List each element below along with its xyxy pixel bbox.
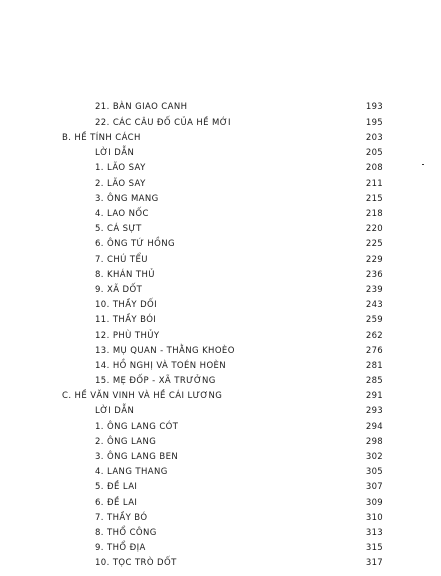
toc-entry-title: 3. ÔNG MANG [95,194,159,204]
toc-entry [0,192,383,206]
toc-entry-page: 218 [365,209,383,219]
toc-entry-page: 302 [365,452,383,462]
toc-entry-title: 4. LAO NỐC [95,209,149,219]
toc-entry-page: 293 [365,406,383,416]
toc-section-heading [0,131,383,145]
toc-entry-title: 3. ÔNG LANG BEN [95,452,179,462]
toc-entry-page: 291 [365,391,383,401]
toc-entry-title: 2. LÃO SAY [95,179,146,189]
toc-entry-title: 6. ÔNG TỨ HỒNG [95,239,175,249]
toc-entry [0,116,383,130]
toc-entry [0,374,383,388]
toc-entry-page: 243 [365,300,383,310]
toc-entry [0,404,383,418]
toc-entry [0,450,383,464]
toc-entry-page: 205 [365,148,383,158]
toc-entry [0,237,383,251]
toc-entry [0,177,383,191]
toc-entry-page: 310 [365,513,383,523]
toc-entry-title: 6. ĐỀ LAI [95,498,138,508]
toc-entry [0,313,383,327]
toc-entry-title: 11. THẦY BÓI [95,315,157,325]
toc-entry [0,526,383,540]
toc-entry-page: 225 [365,239,383,249]
toc-entry [0,161,383,175]
toc-entry-title: B. HỀ TÍNH CÁCH [62,133,141,143]
toc-entry-title: C. HỀ VĂN VINH VÀ HỀ CÁI LƯƠNG [62,391,223,401]
toc-entry-page: 259 [365,315,383,325]
toc-entry-page: 313 [365,528,383,538]
toc-entry-page: 220 [365,224,383,234]
toc-entry-title: 5. ĐỀ LAI [95,482,138,492]
toc-entry-page: 285 [365,376,383,386]
toc-entry [0,344,383,358]
toc-entry [0,420,383,434]
toc-entry-title: 8. KHÁN THỦ [95,270,155,280]
margin-mark [422,164,424,165]
toc-entry-page: 298 [365,437,383,447]
toc-entry-page: 309 [365,498,383,508]
toc-entry [0,283,383,297]
toc-entry-page: 307 [365,482,383,492]
toc-entry [0,496,383,510]
toc-entry-title: 22. CÁC CÂU ĐỐ CỦA HỀ MỚI [95,118,231,128]
toc-entry-page: 305 [365,467,383,477]
toc-entry-page: 317 [365,558,383,568]
toc-entry-title: 4. LANG THANG [95,467,168,477]
toc-entry [0,556,383,570]
toc-entry-page: 315 [365,543,383,553]
toc-entry [0,268,383,282]
toc-entry-title: 7. CHÚ TỂU [95,255,148,265]
toc-entry-title: 2. ÔNG LANG [95,437,157,447]
toc-entry [0,207,383,221]
toc-entry-page: 211 [365,179,383,189]
toc-entry-page: 229 [365,255,383,265]
toc-entry-page: 236 [365,270,383,280]
toc-entry-page: 294 [365,422,383,432]
toc-entry [0,329,383,343]
toc-entry-page: 276 [365,346,383,356]
toc-entry-title: 5. CÁ SỰT [95,224,142,234]
toc-entry-title: 7. THẦY BÓ [95,513,148,523]
toc-section-heading [0,389,383,403]
toc-entry-title: LỜI DẪN [95,406,135,416]
toc-entry [0,100,383,114]
toc-entry-page: 281 [365,361,383,371]
toc-entry [0,298,383,312]
toc-entry-page: 239 [365,285,383,295]
toc-entry-page: 203 [365,133,383,143]
toc-entry [0,541,383,555]
toc-entry-page: 195 [365,118,383,128]
toc-entry-title: 21. BÀN GIAO CANH [95,102,188,112]
toc-entry-title: 12. PHÙ THỦY [95,331,160,341]
toc-entry-title: 15. MẸ ĐỐP - XÃ TRƯỞNG [95,376,216,386]
toc-entry [0,480,383,494]
toc-entry-title: 13. MỤ QUAN - THẰNG KHOÈO [95,346,235,356]
toc-entry-page: 208 [365,163,383,173]
toc-entry [0,465,383,479]
toc-entry-title: 1. ÔNG LANG CÓT [95,422,179,432]
toc-entry-title: 1. LÃO SAY [95,163,146,173]
toc-entry-title: 9. XÃ DỐT [95,285,143,295]
toc-entry-page: 193 [365,102,383,112]
toc-entry [0,146,383,160]
toc-entry [0,511,383,525]
toc-entry-title: 8. THỔ CÔNG [95,528,157,538]
toc-entry [0,222,383,236]
toc-entry-page: 215 [365,194,383,204]
toc-entry-title: 10. TỌC TRÒ DỐT [95,558,177,568]
toc-entry-title: 9. THỔ ĐỊA [95,543,146,553]
toc-entry [0,435,383,449]
toc-entry-title: 10. THẦY DỐI [95,300,158,310]
toc-entry [0,253,383,267]
toc-entry-title: LỜI DẪN [95,148,135,158]
toc-entry [0,359,383,373]
toc-entry-title: 14. HỒ NGHỊ VÀ TOÉN HOÈN [95,361,227,371]
toc-entry-page: 262 [365,331,383,341]
